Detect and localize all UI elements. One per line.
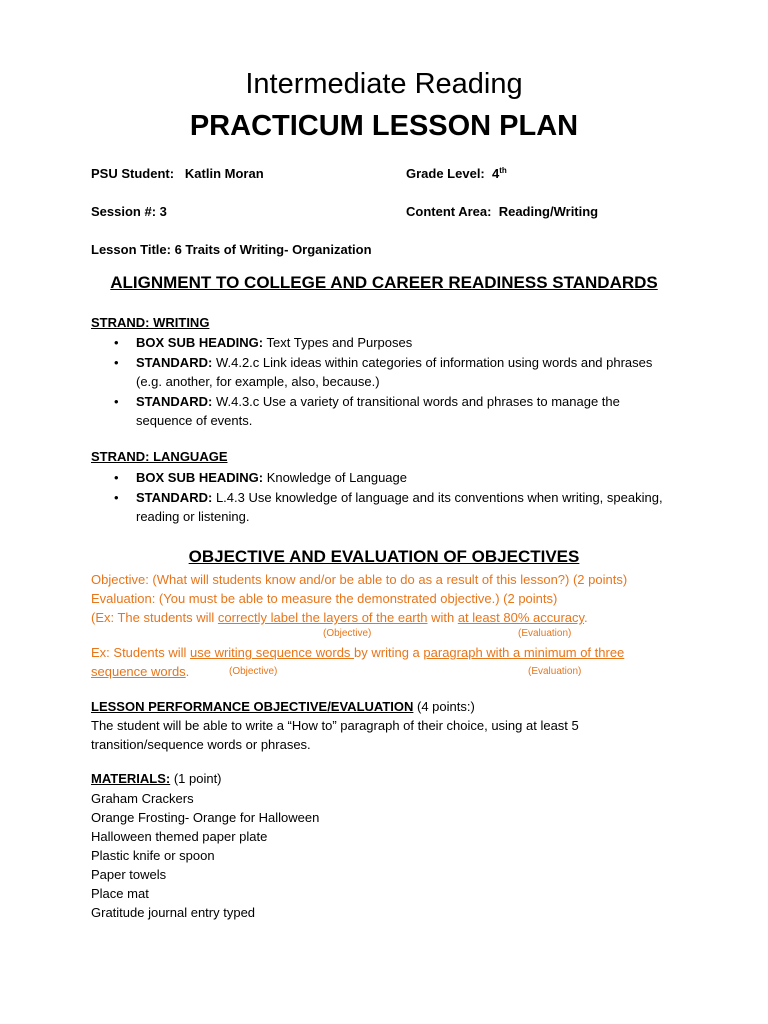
list-item <box>108 392 668 431</box>
list-item: Place mat <box>91 886 149 901</box>
objective-instruction: Objective: (What will students know and/or be able to do as a result of this lesson?) (2 points) <box>91 572 628 587</box>
strand-writing-list <box>108 333 668 431</box>
materials-heading: MATERIALS: <box>91 771 171 786</box>
example-1-lead: (Ex: The students will <box>91 610 218 625</box>
item-label: STANDARD: <box>136 489 213 505</box>
example-2-evaluation-cont: sequence words <box>91 664 186 679</box>
item-text: W.4.3.c Use a variety of transitional words and phrases to manage the sequence of events. <box>136 393 620 428</box>
materials-points: (1 point) <box>170 771 222 786</box>
grade-suffix: th <box>499 166 507 175</box>
example-1 <box>91 608 588 627</box>
performance-heading-line <box>91 697 691 716</box>
example-2-line2 <box>91 662 189 681</box>
item-text: W.4.2.c Link ideas within categories of information using words and phrases (e.g. another, for example, also, because.) <box>136 354 653 389</box>
session-value: 3 <box>159 204 167 219</box>
example-1-evaluation-tag: (Evaluation) <box>518 628 572 639</box>
list-item: Plastic knife or spoon <box>91 848 215 863</box>
example-1-end: . <box>584 610 588 625</box>
bullet-icon: • <box>114 470 119 485</box>
list-item <box>108 488 668 527</box>
list-item <box>108 333 668 353</box>
content-area-field <box>406 203 598 221</box>
example-1-evaluation: at least 80% accuracy <box>457 610 585 625</box>
objectives-heading: OBJECTIVE AND EVALUATION OF OBJECTIVES <box>188 547 580 566</box>
example-2-objective: use writing sequence words <box>190 645 355 660</box>
student-field <box>91 165 264 183</box>
grade-label: Grade Level: <box>406 166 485 181</box>
example-1-objective: correctly label the layers of the earth <box>217 610 428 625</box>
list-item <box>108 353 668 392</box>
student-value: Katlin Moran <box>184 166 264 181</box>
list-item <box>108 468 668 488</box>
list-item: Graham Crackers <box>91 791 194 806</box>
example-1-joiner: with <box>427 610 458 625</box>
item-label: BOX SUB HEADING: <box>136 470 264 485</box>
grade-value: 4 <box>492 166 500 181</box>
session-field <box>91 203 167 221</box>
materials-list <box>91 789 651 922</box>
document-title: Intermediate Reading <box>245 68 523 100</box>
strand-language-heading: STRAND: LANGUAGE <box>91 449 228 464</box>
strand-writing-heading: STRAND: WRITING <box>91 315 210 330</box>
item-text: L.4.3 Use knowledge of language and its conventions when writing, speaking, reading or listening. <box>136 489 663 524</box>
grade-field <box>406 165 507 183</box>
example-2-objective-tag: (Objective) <box>229 666 278 677</box>
session-label: Session #: <box>91 204 157 219</box>
performance-text: The student will be able to write a “How to” paragraph of their choice, using at least 5 transition/sequence words or phrases. <box>91 718 579 752</box>
example-2-evaluation: paragraph with a minimum of three <box>423 645 625 660</box>
performance-heading: LESSON PERFORMANCE OBJECTIVE/EVALUATION <box>91 699 414 714</box>
list-item: Orange Frosting- Orange for Halloween <box>91 810 320 825</box>
materials-heading-line <box>91 769 691 788</box>
list-item: Halloween themed paper plate <box>91 829 268 844</box>
lesson-title-field <box>91 241 372 259</box>
example-2-evaluation-tag: (Evaluation) <box>528 666 582 677</box>
item-label: BOX SUB HEADING: <box>136 335 264 350</box>
bullet-icon: • <box>114 393 119 409</box>
list-item: Paper towels <box>91 867 167 882</box>
example-2-end: . <box>185 664 190 679</box>
item-label: STANDARD: <box>136 393 213 409</box>
item-label: STANDARD: <box>136 354 213 370</box>
bullet-icon: • <box>114 489 119 505</box>
example-2 <box>91 643 624 662</box>
performance-points: (4 points:) <box>413 699 475 714</box>
bullet-icon: • <box>114 335 119 350</box>
lesson-title-label: Lesson Title: <box>91 242 171 257</box>
example-2-lead: Ex: Students will <box>91 645 190 660</box>
strand-language-list <box>108 468 668 527</box>
example-1-objective-tag: (Objective) <box>323 628 372 639</box>
item-text: Knowledge of Language <box>266 470 407 485</box>
lesson-title-value: 6 Traits of Writing- Organization <box>174 242 372 257</box>
item-text: Text Types and Purposes <box>266 335 413 350</box>
list-item: Gratitude journal entry typed <box>91 905 256 920</box>
bullet-icon: • <box>114 354 119 370</box>
example-2-joiner: by writing a <box>354 645 424 660</box>
content-area-label: Content Area: <box>406 204 492 219</box>
student-label: PSU Student: <box>91 166 175 181</box>
evaluation-instruction: Evaluation: (You must be able to measure the demonstrated objective.) (2 points) <box>91 591 558 606</box>
content-area-value: Reading/Writing <box>498 204 599 219</box>
alignment-heading: ALIGNMENT TO COLLEGE AND CAREER READINESS STANDARDS <box>110 273 658 292</box>
document-subtitle: PRACTICUM LESSON PLAN <box>189 110 579 142</box>
